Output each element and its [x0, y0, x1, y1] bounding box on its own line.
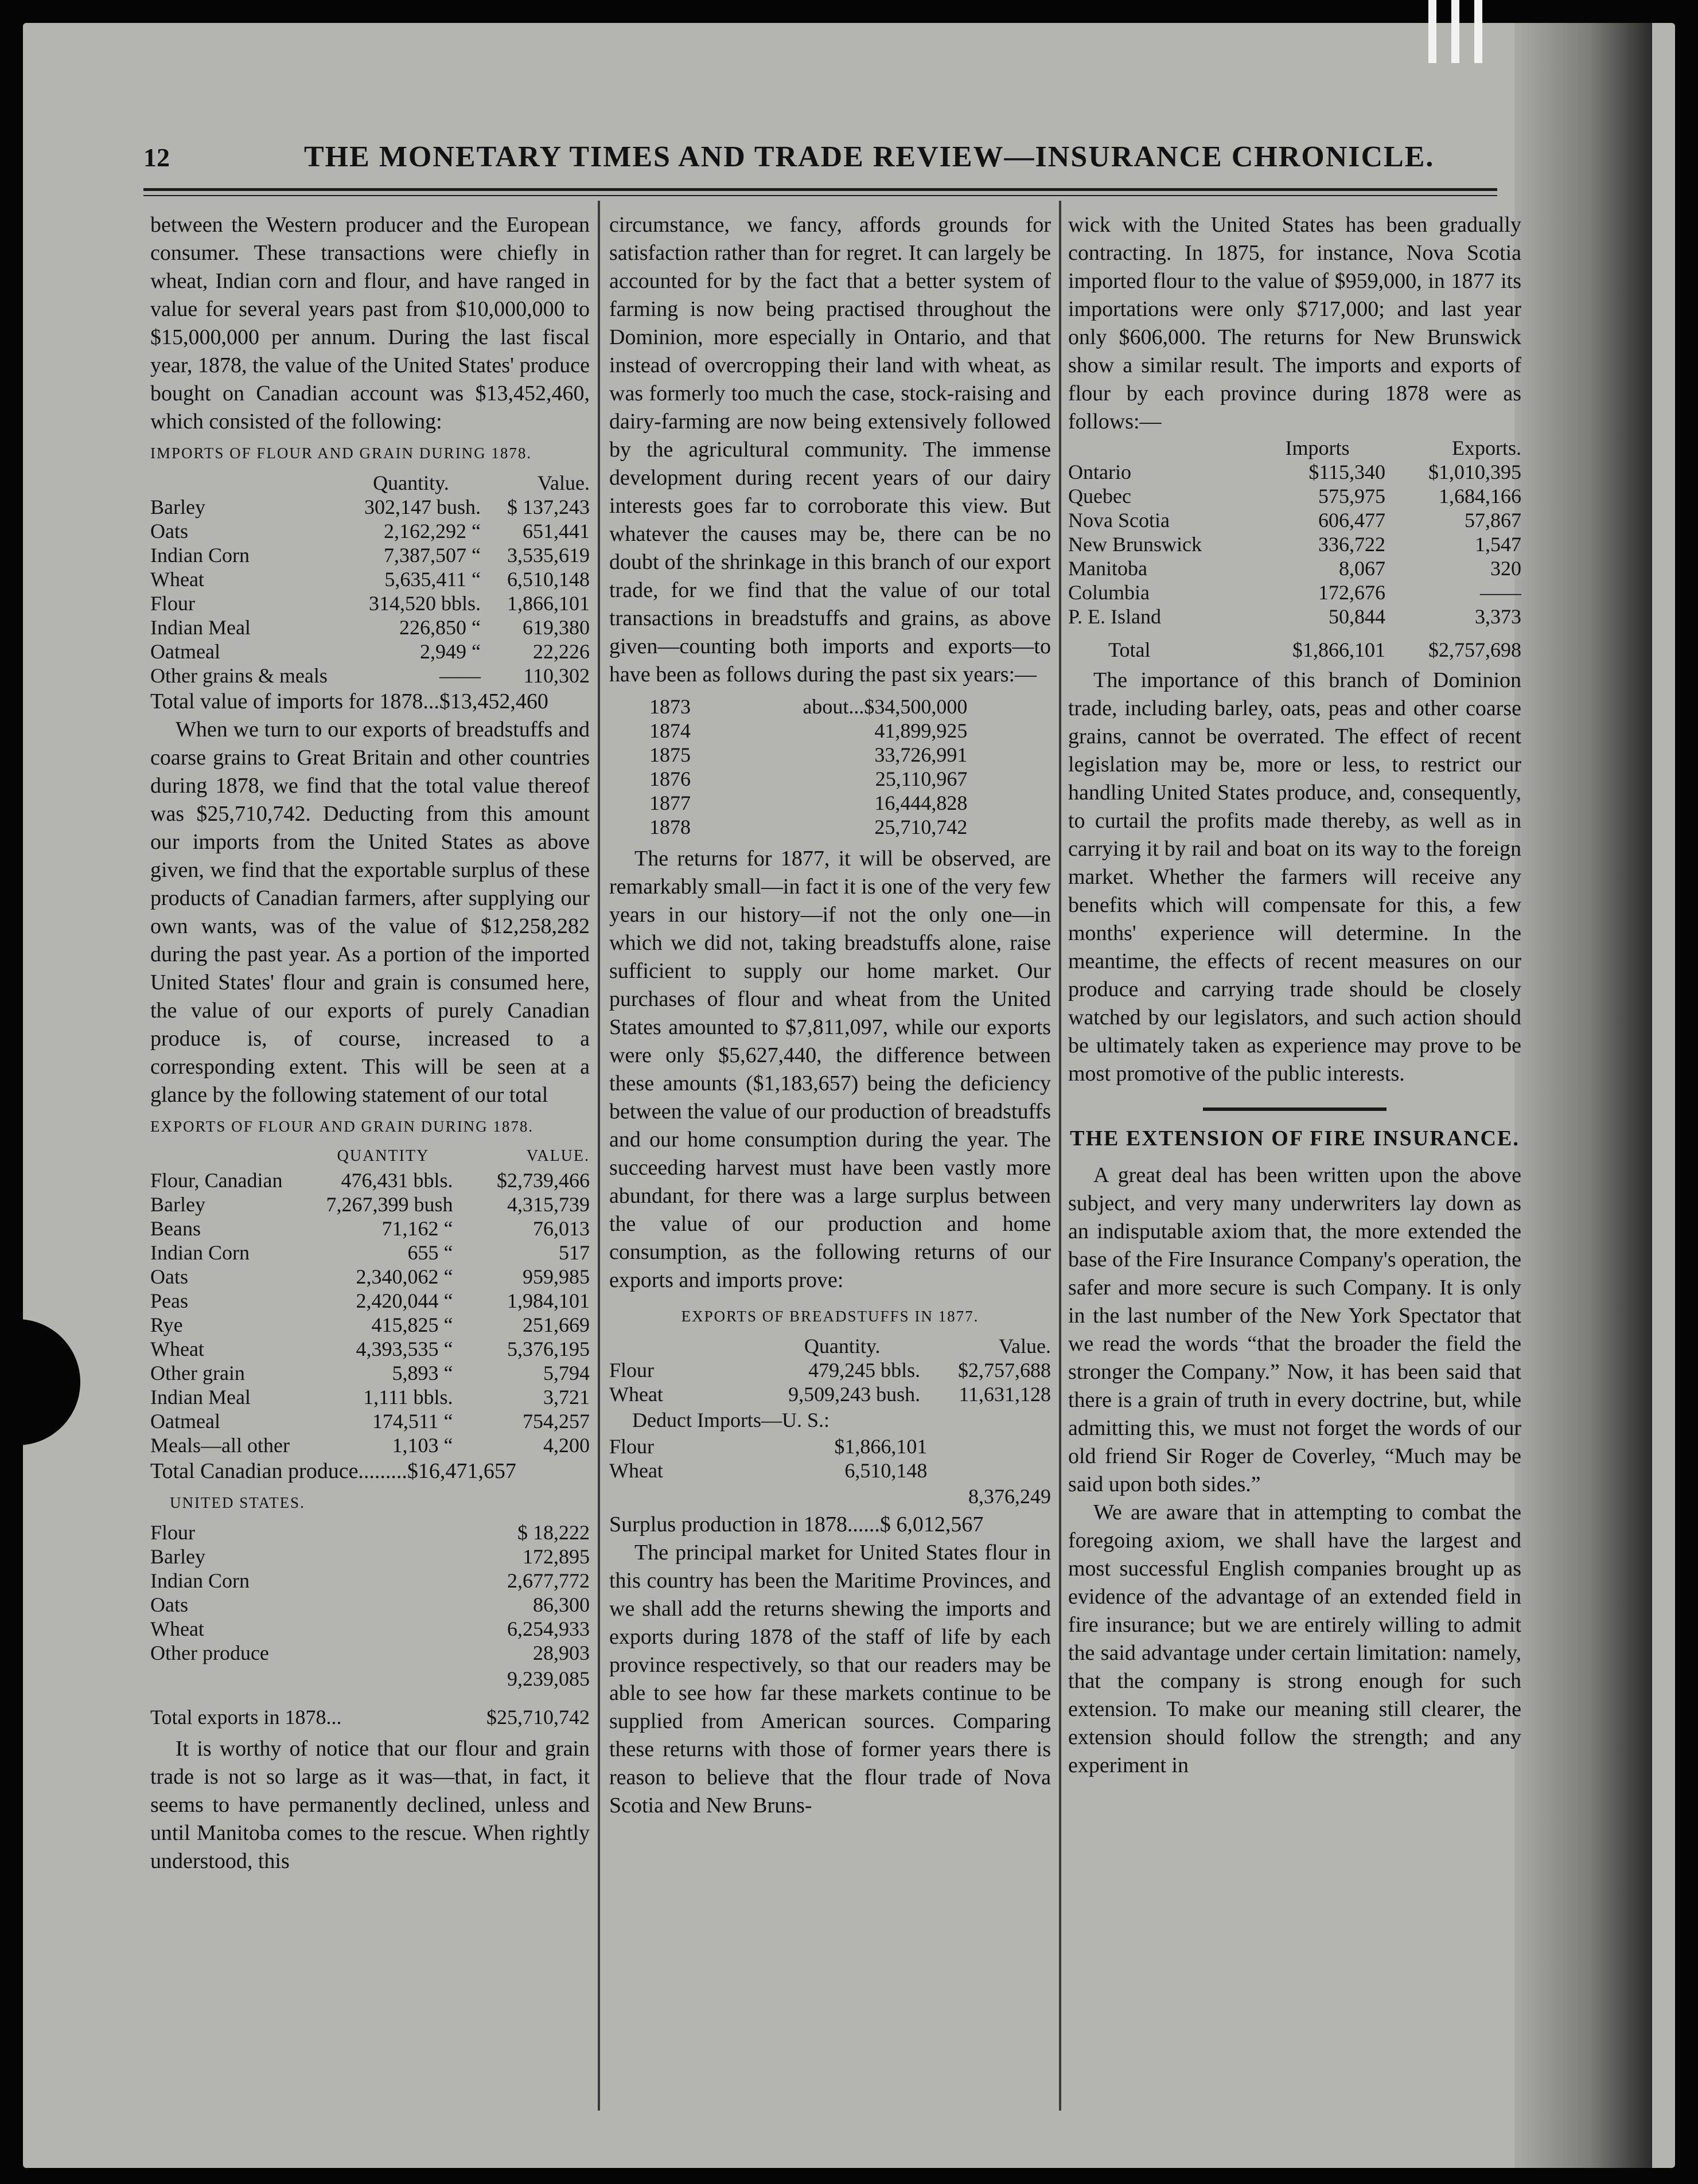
row-label: Indian Meal [150, 1386, 251, 1409]
row-quantity: 9,509,243 bush. [788, 1383, 921, 1406]
surplus-line: Surplus production in 1878......$ 6,012,567 [609, 1512, 984, 1536]
table-row [150, 1545, 590, 1569]
row-value: 6,510,148 [507, 568, 590, 591]
row-value: 3,535,619 [507, 544, 590, 567]
row-label: Flour [150, 592, 196, 615]
row-exports: —— [1480, 581, 1521, 604]
row-quantity: 1,111 bbls. [363, 1386, 453, 1409]
imports-table [150, 471, 590, 688]
row-value: 76,013 [533, 1217, 590, 1240]
row-exports: 1,684,166 [1439, 485, 1521, 508]
table-row [150, 1617, 590, 1641]
row-label: Quebec [1068, 485, 1131, 508]
row-label: Oats [150, 1593, 188, 1616]
column-divider [598, 201, 600, 2111]
row-exports: 57,867 [1465, 509, 1521, 532]
table-row [609, 1358, 1051, 1382]
row-quantity: 226,850 “ [399, 616, 481, 639]
table-row [150, 591, 590, 615]
row-label: 1876 [649, 767, 691, 790]
row-label: Other grains & meals [150, 664, 328, 687]
row-exports: 1,547 [1475, 533, 1521, 556]
canadian-total: Total Canadian produce.........$16,471,657 [150, 1459, 516, 1483]
table-row [150, 1241, 590, 1265]
row-value: 959,985 [523, 1265, 590, 1288]
years-table [649, 695, 967, 839]
table-caption: EXPORTS OF BREADSTUFFS IN 1877. [681, 1308, 979, 1325]
table-row [609, 1434, 927, 1458]
deduct-label: Deduct Imports—U. S.: [632, 1409, 829, 1432]
table-row [150, 1385, 590, 1409]
scan-edge-mark [1428, 0, 1436, 63]
row-label: Wheat [609, 1459, 663, 1482]
row-label: Peas [150, 1289, 188, 1312]
table-row [1068, 532, 1521, 556]
row-exports: 3,373 [1475, 605, 1521, 628]
row-exports: $1,010,395 [1428, 461, 1521, 483]
row-label: Flour, Canadian [150, 1169, 283, 1192]
row-label: P. E. Island [1068, 605, 1161, 628]
row-quantity: 71,162 “ [381, 1217, 453, 1240]
row-imports: $1,866,101 [1292, 638, 1385, 661]
row-value: 6,254,933 [507, 1617, 590, 1640]
row-imports: 8,067 [1339, 557, 1385, 580]
row-value: $2,757,688 [958, 1359, 1051, 1382]
row-label: Wheat [150, 1337, 204, 1360]
row-imports: 172,676 [1318, 581, 1385, 604]
row-quantity: 314,520 bbls. [368, 592, 481, 615]
table-row [150, 1265, 590, 1289]
row-value: 251,669 [523, 1313, 590, 1336]
column-header: Exports. [1452, 436, 1521, 459]
row-label: Oats [150, 520, 188, 543]
table-row [150, 1569, 590, 1593]
row-quantity: 7,267,399 bush [326, 1193, 453, 1216]
row-value: 517 [559, 1241, 590, 1264]
row-value: 25,110,967 [875, 767, 968, 790]
page-header [143, 131, 1435, 182]
row-label: Oats [150, 1265, 188, 1288]
table-caption: UNITED STATES. [170, 1494, 305, 1511]
column-header: Value. [538, 471, 590, 494]
row-label: Beans [150, 1217, 201, 1240]
table-row [150, 1289, 590, 1313]
deduct-subtotal: 8,376,249 [968, 1485, 1051, 1508]
table-row [1068, 604, 1521, 629]
row-quantity: 5,635,411 “ [384, 568, 481, 591]
row-value: 33,726,991 [874, 743, 968, 766]
table-row [150, 639, 590, 664]
paragraph: When we turn to our exports of breadstuffs and coarse grains to Great Britain and other countries during 1878, we find that the total value thereof was $25,710,742. Deducting from this amount our imports from the United States as above given, we find that the exportable surplus of these products of Canadian farmers, after supplying our own wants, was of the value of $12,258,282 during the past year. As a portion of the imported United States' flour and grain is consumed here, the value of our exports of purely Canadian produce is, of course, increased to a corresponding extent. This will be seen at a glance by the following statement of our total [150, 717, 590, 1107]
table-caption: IMPORTS OF FLOUR AND GRAIN DURING 1878. [150, 444, 532, 462]
paragraph: The importance of this branch of Dominion trade, including barley, oats, peas and other coarse grains, cannot be overrated. The effect of recent legislation may be, more or less, to restrict our handling United States produce, and, consequently, to curtail the profits made thereby, as well as in carrying it by rail and boat on its way to the foreign market. Whether the farmers will receive any benefits which will compensate for this, a few months' experience will determine. In the meantime, the effects of recent measures on our produce and carrying trade should be closely watched by our legislators, and such action should be ultimately taken as experience may prove to be most promotive of the public interests. [1068, 668, 1521, 1086]
row-quantity: 2,340,062 “ [356, 1265, 453, 1288]
row-quantity: 2,420,044 “ [356, 1289, 453, 1312]
row-value: 619,380 [523, 616, 590, 639]
table-row [150, 1433, 590, 1457]
row-value: 3,721 [543, 1386, 590, 1409]
row-value: 16,444,828 [874, 791, 968, 814]
table-row [1068, 508, 1521, 532]
row-label: Ontario [1068, 461, 1131, 483]
row-value: 4,315,739 [507, 1193, 590, 1216]
row-label: Columbia [1068, 581, 1150, 604]
row-label: Flour [609, 1359, 655, 1382]
table-row [150, 1361, 590, 1385]
table-row [1068, 484, 1521, 508]
row-value: about...$34,500,000 [803, 695, 968, 718]
row-quantity: 479,245 bbls. [808, 1359, 921, 1382]
table-row [1068, 556, 1521, 580]
scan-edge-mark [1474, 0, 1482, 63]
us-subtotal: 9,239,085 [507, 1667, 590, 1690]
row-label: Indian Corn [150, 1241, 250, 1264]
row-value: $ 137,243 [507, 496, 590, 518]
paragraph: circumstance, we fancy, affords grounds for satisfaction rather than for regret. It can largely be accounted for by the fact that a better system of farming is now being practised throughout the Dominion, more especially in Ontario, and that instead of overcropping their land with wheat, as was formerly too much the case, stock-raising and dairy-farming are now being extensively followed by the agricultural community. The immense development during recent years of our dairy interests goes far to corroborate this view. But whatever the causes may be, there can be no doubt of the shrinkage in this branch of our export trade, for we find that the value of our total transactions in breadstuffs and grains, as above given—counting both imports and exports—to have been as follows during the past six years:— [609, 213, 1051, 687]
row-value: 110,302 [523, 664, 590, 687]
paragraph: We are aware that in attempting to combat the foregoing axiom, we shall have the largest and most successful English companies brought up as evidence of the advantage of an extended field in fire insurance; but we are entirely willing to admit the said advantage under certain limitation: namely, that the company is strong enough for such extension. To make our meaning still clearer, the extension should follow the strength; and any experiment in [1068, 1500, 1521, 1777]
row-imports: $115,340 [1308, 461, 1385, 483]
row-quantity: 476,431 bbls. [341, 1169, 453, 1192]
row-label: Flour [150, 1521, 196, 1544]
row-imports: 336,722 [1318, 533, 1385, 556]
column-divider [1059, 201, 1061, 2111]
row-label: Barley [150, 1193, 205, 1216]
column-3 [1068, 211, 1521, 2109]
column-header: Imports [1285, 436, 1350, 459]
row-label: 1874 [649, 719, 691, 742]
article-heading: THE EXTENSION OF FIRE INSURANCE. [1070, 1126, 1520, 1150]
row-exports: $2,757,698 [1428, 638, 1521, 661]
table-row [150, 1313, 590, 1337]
column-1 [150, 211, 590, 2109]
deduct-subtotal-row [609, 1483, 1051, 1511]
row-quantity: 7,387,507 “ [384, 544, 481, 567]
column-header: VALUE. [526, 1147, 590, 1165]
row-value: 1,866,101 [507, 592, 590, 615]
row-value: $2,739,466 [497, 1169, 590, 1192]
table-row [649, 743, 967, 767]
column-header: Quantity. [373, 471, 449, 494]
column-header: Quantity. [804, 1335, 881, 1358]
imports-total: Total value of imports for 1878...$13,452,460 [150, 689, 548, 713]
table-row [150, 664, 590, 688]
table-row [1068, 460, 1521, 484]
row-label: Barley [150, 1545, 205, 1568]
table-row [150, 1337, 590, 1361]
row-quantity: 2,162,292 “ [384, 520, 481, 543]
paragraph: A great deal has been written upon the above subject, and very many underwriters lay down as an indisputable axiom that, the more extended the base of the Fire Insurance Company's operation, the safer and more secure is such Company. It is only in the last number of the New York Spectator that we read the words “that the broader the field the stronger the Company.” Now, it has been said that there is a grain of truth in every doctrine, but, while admitting this, we must not forget the words of our old friend Sir Roger de Coverley, “Much may be said upon both sides.” [1068, 1163, 1521, 1496]
row-quantity: 655 “ [407, 1241, 453, 1264]
row-label: Meals—all other [150, 1434, 290, 1457]
scan-edge-mark [1451, 0, 1459, 63]
column-header: QUANTITY [337, 1147, 430, 1165]
table-row [609, 1458, 927, 1483]
row-label: Indian Corn [150, 544, 250, 567]
row-quantity: —— [439, 664, 481, 687]
table-row [649, 815, 967, 839]
row-imports: 606,477 [1318, 509, 1385, 532]
row-value: 6,510,148 [844, 1459, 928, 1482]
row-value: 172,895 [523, 1545, 590, 1568]
row-label: Other grain [150, 1362, 245, 1384]
row-label: Indian Meal [150, 616, 251, 639]
table-row [609, 1382, 1051, 1406]
row-exports: 320 [1490, 557, 1521, 580]
row-quantity: 2,949 “ [420, 640, 481, 663]
row-label: Indian Corn [150, 1569, 250, 1592]
row-label: 1875 [649, 743, 691, 766]
row-value: 5,376,195 [507, 1337, 590, 1360]
paragraph: The returns for 1877, it will be observed, are remarkably small—in fact it is one of the very few years in our history—if not the only one—in which we did not, taking breadstuffs alone, raise sufficient to supply our home market. Our purchases of flour and wheat from the United States amounted to $7,811,097, while our exports were only $5,627,440, the difference between these amounts ($1,183,657) being the deficiency between the value of our production of breadstuffs and our home consumption during the year. The succeeding harvest must have been vastly more abundant, for there was a large surplus between the value of our production and home consumption, as the following returns of our exports and imports prove: [609, 847, 1051, 1292]
header-rule [143, 188, 1497, 191]
row-label: 1873 [649, 695, 691, 718]
paragraph: between the Western producer and the European consumer. These transactions were chiefly in wheat, Indian corn and flour, and have ranged in value for several years past from $10,000,000 to $15,000,000 per annum. During the last fiscal year, 1878, the value of the United States' produce bought on Canadian account was $13,452,460, which consisted of the following: [150, 213, 590, 434]
table-row [150, 1520, 590, 1545]
breadstuffs-table [609, 1334, 1051, 1406]
paragraph: wick with the United States has been gradually contracting. In 1875, for instance, Nova Scotia imported flour to the value of $959,000, in 1877 its importations were only $717,000; and last year only $606,000. The returns for New Brunswick show a similar result. The imports and exports of flour by each province during 1878 were as follows:— [1068, 213, 1521, 434]
row-quantity: 1,103 “ [392, 1434, 453, 1457]
row-label: 1878 [649, 816, 691, 838]
row-quantity: 415,825 “ [371, 1313, 453, 1336]
total-exports-row [150, 1703, 590, 1731]
row-label: Barley [150, 496, 205, 518]
row-value: $1,866,101 [834, 1435, 928, 1458]
journal-title: THE MONETARY TIMES AND TRADE REVIEW—INSURANCE CHRONICLE. [304, 141, 1435, 173]
table-row [150, 1168, 590, 1192]
row-value: 651,441 [523, 520, 590, 543]
row-value: 11,631,128 [959, 1383, 1051, 1406]
table-row [150, 543, 590, 567]
row-label: New Brunswick [1068, 533, 1202, 556]
paragraph: The principal market for United States flour in this country has been the Maritime Provinces, and we shall add the returns shewing the imports and exports during 1878 of the staff of life by each province respectively, so that our readers may be able to see how far these markets continue to be supplied from American sources. Comparing these returns with those of former years there is reason to believe that the flour trade of Nova Scotia and New Bruns- [609, 1540, 1051, 1818]
row-label: Manitoba [1068, 557, 1147, 580]
row-value: 41,899,925 [874, 719, 968, 742]
total-exports-value: $25,710,742 [486, 1706, 590, 1729]
row-imports: 575,975 [1318, 485, 1385, 508]
row-value: 28,903 [533, 1641, 590, 1664]
table-row [150, 615, 590, 639]
us-table [150, 1520, 590, 1665]
table-caption: EXPORTS OF FLOUR AND GRAIN DURING 1878. [150, 1118, 534, 1135]
provinces-table [1068, 436, 1521, 662]
row-value: 4,200 [543, 1434, 590, 1457]
row-label: Wheat [609, 1383, 663, 1406]
row-value: 86,300 [533, 1593, 590, 1616]
table-row [1068, 638, 1521, 662]
table-row [150, 1641, 590, 1665]
row-quantity: 4,393,535 “ [356, 1337, 453, 1360]
page-number: 12 [143, 143, 170, 172]
table-row [150, 1409, 590, 1433]
row-value: 754,257 [523, 1410, 590, 1433]
row-label: Nova Scotia [1068, 509, 1170, 532]
row-quantity: 302,147 bush. [364, 496, 481, 518]
row-label: Wheat [150, 1617, 204, 1640]
column-2 [609, 211, 1051, 2109]
us-subtotal-row [150, 1665, 590, 1693]
row-value: 1,984,101 [507, 1289, 590, 1312]
section-rule [1203, 1107, 1387, 1111]
table-row [649, 719, 967, 743]
row-value: 25,710,742 [874, 816, 968, 838]
row-value: $ 18,222 [517, 1521, 590, 1544]
row-label: Oatmeal [150, 640, 220, 663]
table-row [150, 495, 590, 519]
table-row [649, 695, 967, 719]
row-value: 5,794 [543, 1362, 590, 1384]
row-imports: 50,844 [1329, 605, 1385, 628]
row-value: 22,226 [533, 640, 590, 663]
row-quantity: 5,893 “ [392, 1362, 453, 1384]
total-exports-label: Total exports in 1878... [150, 1706, 342, 1729]
table-row [649, 767, 967, 791]
row-label: 1877 [649, 791, 691, 814]
row-label: Other produce [150, 1641, 269, 1664]
table-row [150, 567, 590, 591]
exports-table [150, 1144, 590, 1457]
row-value: 2,677,772 [507, 1569, 590, 1592]
row-label: Rye [150, 1313, 183, 1336]
row-label: Flour [609, 1435, 655, 1458]
header-rule-thin [143, 195, 1497, 196]
table-row [150, 1192, 590, 1216]
row-label: Wheat [150, 568, 204, 591]
column-header: Value. [999, 1335, 1051, 1358]
table-row [150, 1216, 590, 1241]
row-label: Oatmeal [150, 1410, 220, 1433]
paragraph: It is worthy of notice that our flour and grain trade is not so large as it was—that, in fact, it seems to have permanently declined, unless and until Manitoba comes to the rescue. When rightly understood, this [150, 1737, 590, 1873]
table-row [649, 791, 967, 815]
table-row [150, 1593, 590, 1617]
deduct-table [609, 1434, 927, 1483]
page-binding-shadow [1514, 23, 1652, 2168]
table-row [150, 519, 590, 543]
row-label: Total [1108, 638, 1151, 661]
table-row [1068, 580, 1521, 604]
row-quantity: 174,511 “ [372, 1410, 453, 1433]
